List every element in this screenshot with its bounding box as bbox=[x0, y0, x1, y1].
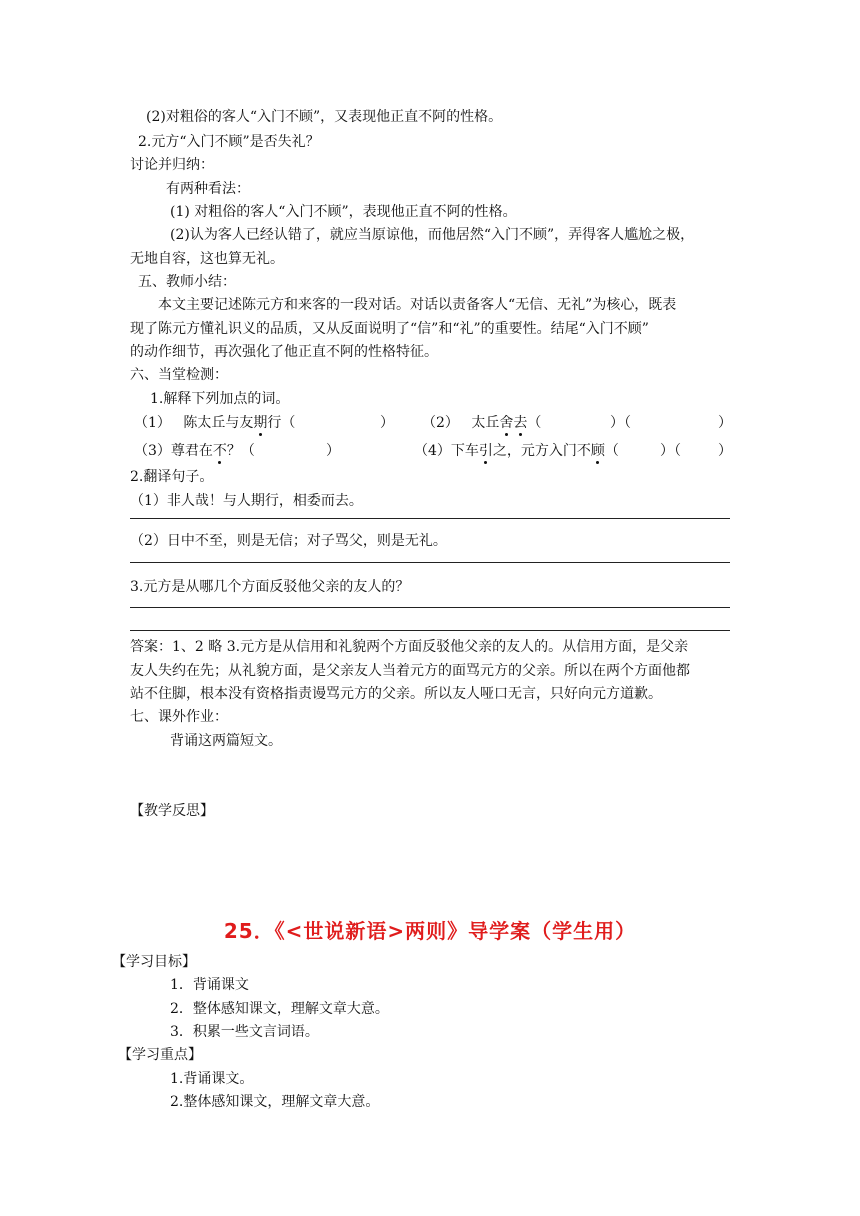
text-line: 答案：1、2 略 3.元方是从信用和礼貌两个方面反驳他父亲的友人的。从信用方面，是父亲 bbox=[130, 639, 689, 655]
dotted-char: 顾 bbox=[590, 443, 605, 459]
quiz-text: （ bbox=[604, 443, 619, 459]
quiz-text: （ bbox=[527, 415, 542, 431]
quiz-text: 之，元方入门不 bbox=[492, 443, 591, 459]
section-heading: 【学习目标】 bbox=[112, 954, 196, 970]
section-heading: 五、教师小结： bbox=[138, 274, 236, 290]
list-item: 2.整体感知课文，理解文章大意。 bbox=[170, 1094, 380, 1110]
text-line: 2.翻译句子。 bbox=[130, 469, 214, 485]
quiz-item-3 bbox=[134, 444, 255, 458]
text-line: （2）日中不至，则是无信；对子骂父，则是无礼。 bbox=[130, 533, 447, 549]
answer-line bbox=[130, 518, 730, 519]
text-line: 1.解释下列加点的词。 bbox=[150, 391, 290, 407]
text-line: 2.元方“入门不顾”是否失礼？ bbox=[138, 134, 320, 150]
text-line: 背诵这两篇短文。 bbox=[170, 733, 282, 749]
quiz-item-2 bbox=[422, 416, 541, 430]
quiz-bracket-close: ） bbox=[380, 415, 394, 431]
quiz-num: （2） bbox=[422, 415, 459, 431]
dotted-char: 引 bbox=[478, 443, 493, 459]
quiz-item-1 bbox=[134, 416, 295, 430]
text-line: 站不住脚，根本没有资格指责谩骂元方的父亲。所以友人哑口无言，只好向元方道歉。 bbox=[130, 686, 662, 702]
dotted-char: 期 bbox=[253, 415, 268, 431]
quiz-bracket-close: ） bbox=[718, 443, 732, 459]
text-line: (1) 对粗俗的客人“入门不顾”，表现他正直不阿的性格。 bbox=[170, 204, 517, 220]
quiz-bracket-mid: ）（ bbox=[660, 443, 681, 459]
list-item: 1.背诵课文。 bbox=[170, 1071, 254, 1087]
text-line: 本文主要记述陈元方和来客的一段对话。对话以责备客人“无信、无礼”为核心，既表 bbox=[158, 297, 677, 313]
text-line: 有两种看法： bbox=[166, 181, 250, 197]
quiz-text: 太丘 bbox=[471, 415, 500, 431]
text-line: 现了陈元方懂礼识义的品质，又从反面说明了“信”和“礼”的重要性。结尾“入门不顾” bbox=[130, 321, 649, 337]
quiz-text: 行（ bbox=[267, 415, 296, 431]
section-heading: 七、课外作业： bbox=[130, 709, 228, 725]
text-line: 无地自容，这也算无礼。 bbox=[130, 251, 284, 267]
document-title: 25．《<世说新语>两则》导学案（学生用） bbox=[223, 919, 637, 943]
quiz-item-4 bbox=[414, 444, 619, 458]
list-item: 3．积累一些文言词语。 bbox=[170, 1024, 319, 1040]
quiz-bracket-mid: ）（ bbox=[610, 415, 631, 431]
answer-line bbox=[130, 630, 730, 631]
list-item: 2．整体感知课文，理解文章大意。 bbox=[170, 1001, 389, 1017]
text-line: 友人失约在先；从礼貌方面，是父亲友人当着元方的面骂元方的父亲。所以在两个方面他都 bbox=[130, 663, 690, 679]
text-line: (2)认为客人已经认错了，就应当原谅他，而他居然“入门不顾”，弄得客人尴尬之极， bbox=[170, 227, 695, 243]
text-line: （1）非人哉！与人期行，相委而去。 bbox=[130, 493, 363, 509]
quiz-text: ？（ bbox=[226, 443, 255, 459]
quiz-text: （3）尊君在 bbox=[134, 443, 213, 459]
quiz-bracket-close: ） bbox=[718, 415, 732, 431]
quiz-num: （1） bbox=[134, 415, 171, 431]
dotted-char: 舍 bbox=[499, 415, 514, 431]
dotted-char: 不 bbox=[212, 443, 227, 459]
dotted-char: 去 bbox=[513, 415, 528, 431]
section-heading: 【学习重点】 bbox=[118, 1047, 202, 1063]
answer-line bbox=[130, 562, 730, 563]
answer-line bbox=[130, 607, 730, 608]
quiz-bracket-close: ） bbox=[326, 443, 340, 459]
text-line: (2)对粗俗的客人“入门不顾”，又表现他正直不阿的性格。 bbox=[146, 109, 503, 125]
text-line: 的动作细节，再次强化了他正直不阿的性格特征。 bbox=[130, 344, 438, 360]
text-line: 讨论并归纳： bbox=[130, 157, 214, 173]
section-heading: 【教学反思】 bbox=[130, 803, 214, 819]
list-item: 1．背诵课文 bbox=[170, 977, 249, 993]
section-heading: 六、当堂检测： bbox=[130, 367, 228, 383]
text-line: 3.元方是从哪几个方面反驳他父亲的友人的？ bbox=[130, 579, 410, 595]
quiz-text: （4）下车 bbox=[414, 443, 479, 459]
quiz-text: 陈太丘与友 bbox=[183, 415, 254, 431]
